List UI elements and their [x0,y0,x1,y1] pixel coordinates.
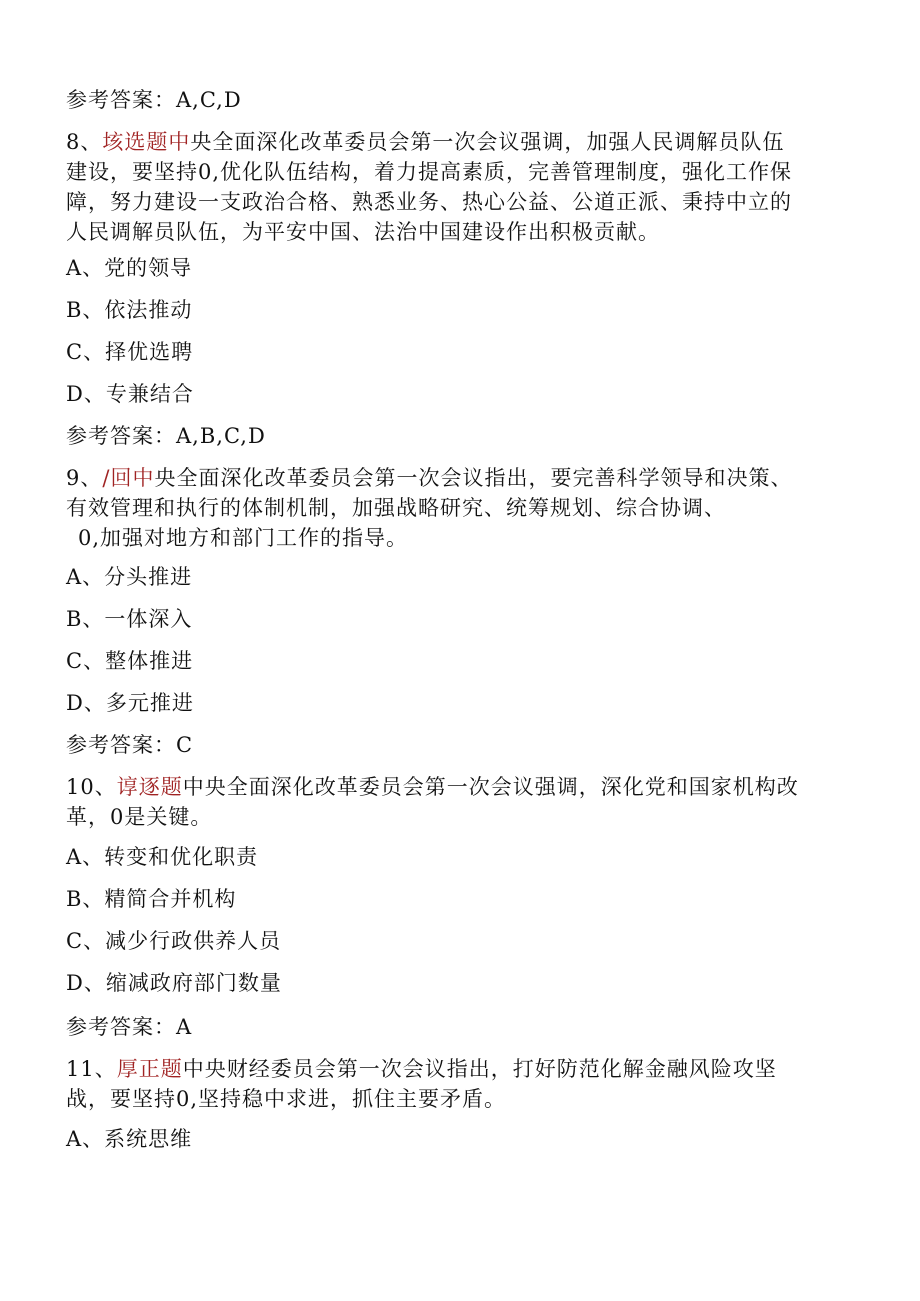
q11-stem-line-1 [66,1053,777,1085]
q10-number: 10、 [66,775,117,799]
q10-option-a: A、转变和优化职责 [66,845,259,869]
q11-stem-text: 中央财经委员会第一次会议指出，打好防范化解金融风险攻坚 [182,1057,777,1081]
q11-number: 11、 [66,1057,117,1081]
q9-number: 9、 [66,466,103,490]
q9-answer: 参考答案：C [66,733,194,757]
q8-stem-text: 央全面深化改革委员会第一次会议强调，加强人民调解员队伍 [190,130,785,154]
q8-option-c: C、择优选聘 [66,340,194,364]
q8-stem-line-4: 人民调解员队伍，为平安中国、法治中国建设作出积极贡献。 [66,220,660,244]
q8-option-a: A、党的领导 [66,256,193,280]
q9-option-d: D、多元推进 [66,691,194,715]
q10-option-d: D、缩减政府部门数量 [66,971,282,995]
q8-stem-line-1 [66,126,784,158]
q10-type-tag: 谆逐题 [116,775,183,799]
q8-stem-line-3: 障，努力建设一支政治合格、熟悉业务、热心公益、公道正派、秉持中立的 [66,190,792,214]
q10-stem-line-1 [66,771,799,803]
q7-answer: 参考答案：A,C,D [66,88,242,112]
q8-type-tag: 垓选题中 [102,130,191,154]
q11-type-tag: 厚正题 [116,1057,183,1081]
q9-stem-line-1 [66,462,792,494]
q10-option-c: C、减少行政供养人员 [66,929,282,953]
q8-option-b: B、依法推动 [66,298,193,322]
q9-type-tag: /回中 [102,466,155,490]
q9-stem-text: 央全面深化改革委员会第一次会议指出，要完善科学领导和决策、 [154,466,793,490]
q10-answer: 参考答案：A [66,1015,193,1039]
q10-stem-text: 中央全面深化改革委员会第一次会议强调，深化党和国家机构改 [182,775,799,799]
q8-number: 8、 [66,130,103,154]
q9-option-b: B、一体深入 [66,607,193,631]
q10-option-b: B、精简合并机构 [66,887,237,911]
q10-stem-line-2: 革，0是关键。 [66,805,213,829]
q8-stem-line-2: 建设，要坚持0,优化队伍结构，着力提高素质，完善管理制度，强化工作保 [66,160,793,184]
q9-stem-line-3: 0,加强对地方和部门工作的指导。 [78,526,409,550]
q11-stem-line-2: 战，要坚持0,坚持稳中求进，抓住主要矛盾。 [66,1087,507,1111]
q9-option-a: A、分头推进 [66,565,193,589]
q8-option-d: D、专兼结合 [66,382,194,406]
q11-option-a: A、系统思维 [66,1127,193,1151]
q8-answer: 参考答案：A,B,C,D [66,424,266,448]
q9-stem-line-2: 有效管理和执行的体制机制，加强战略研究、统筹规划、综合协调、 [66,496,726,520]
q9-option-c: C、整体推进 [66,649,194,673]
